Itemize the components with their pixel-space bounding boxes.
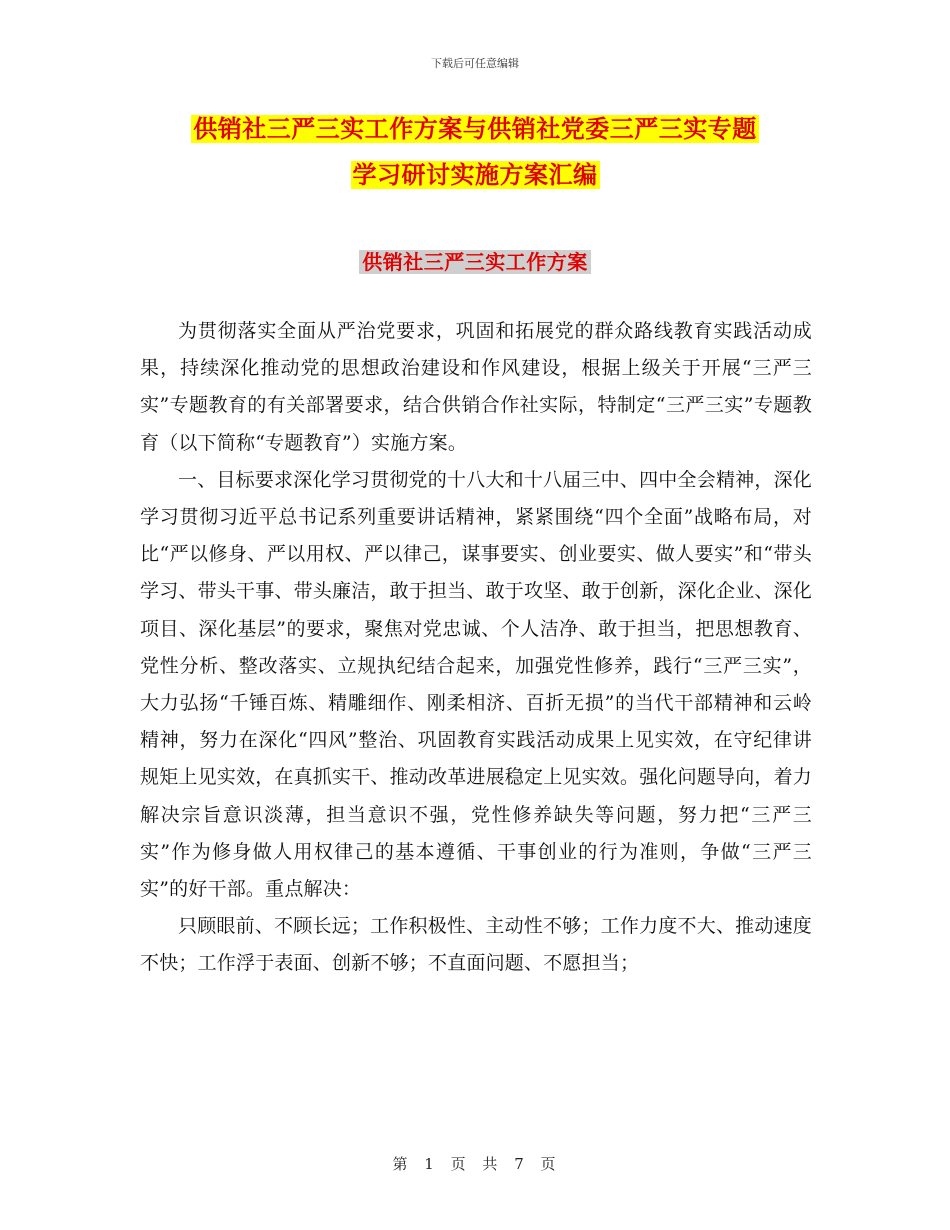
footer-label-suffix: 页 bbox=[540, 1155, 558, 1173]
paragraph-issues: 只顾眼前、不顾长远；工作积极性、主动性不够；工作力度不大、推动速度不快；工作浮于表面、创新不够；不直面问题、不愿担当； bbox=[140, 915, 812, 975]
document-title bbox=[0, 111, 950, 203]
paragraph-intro: 为贯彻落实全面从严治党要求，巩固和拓展党的群众路线教育实践活动成果，持续深化推动党的思想政治建设和作风建设，根据上级关于开展“三严三实”专题教育的有关部署要求，结合供销合作社实际，特制定“三严三实”专题教育（以下简称“专题教育”）实施方案。 bbox=[140, 320, 812, 454]
footer-label-mid2: 共 bbox=[482, 1155, 500, 1173]
footer-total-pages: 7 bbox=[514, 1155, 526, 1173]
page-footer bbox=[0, 1153, 950, 1174]
body-text bbox=[140, 313, 812, 983]
title-line-1: 供销社三严三实工作方案与供销社党委三严三实专题 bbox=[193, 115, 757, 143]
footer-current-page: 1 bbox=[424, 1155, 436, 1173]
title-line-2: 学习研讨实施方案汇编 bbox=[352, 161, 598, 189]
paragraph-goals: 一、目标要求深化学习贯彻党的十八大和十八届三中、四中全会精神，深化学习贯彻习近平总书记系列重要讲话精神，紧紧围绕“四个全面”战略布局，对比“严以修身、严以用权、严以律己，谋事要实、创业要实、做人要实”和“带头学习、带头干事、带头廉洁，敢于担当、敢于攻坚、敢于创新，深化企业、深化项目、深化基层”的要求，聚焦对党忠诚、个人洁净、敢于担当，把思想教育、党性分析、整改落实、立规执纪结合起来，加强党性修养，践行“三严三实”，大力弘扬“千锤百炼、精雕细作、刚柔相济、百折无损”的当代干部精神和云岭精神，努力在深化“四风”整治、巩固教育实践活动成果上见实效，在守纪律讲规矩上见实效，在真抓实干、推动改革进展稳定上见实效。强化问题导向，着力解决宗旨意识淡薄，担当意识不强，党性修养缺失等问题，努力把“三严三实”作为修身做人用权律己的基本遵循、干事创业的行为准则，争做“三严三实”的好干部。重点解决： bbox=[140, 468, 813, 901]
header-note: 下载后可任意编辑 bbox=[431, 57, 519, 70]
footer-label-prefix: 第 bbox=[392, 1155, 410, 1173]
section-title-text: 供销社三严三实工作方案 bbox=[359, 250, 591, 274]
title-line-1-wrap bbox=[0, 111, 950, 149]
footer-label-mid1: 页 bbox=[450, 1155, 468, 1173]
section-title bbox=[0, 247, 950, 277]
title-line-2-wrap bbox=[0, 157, 950, 195]
